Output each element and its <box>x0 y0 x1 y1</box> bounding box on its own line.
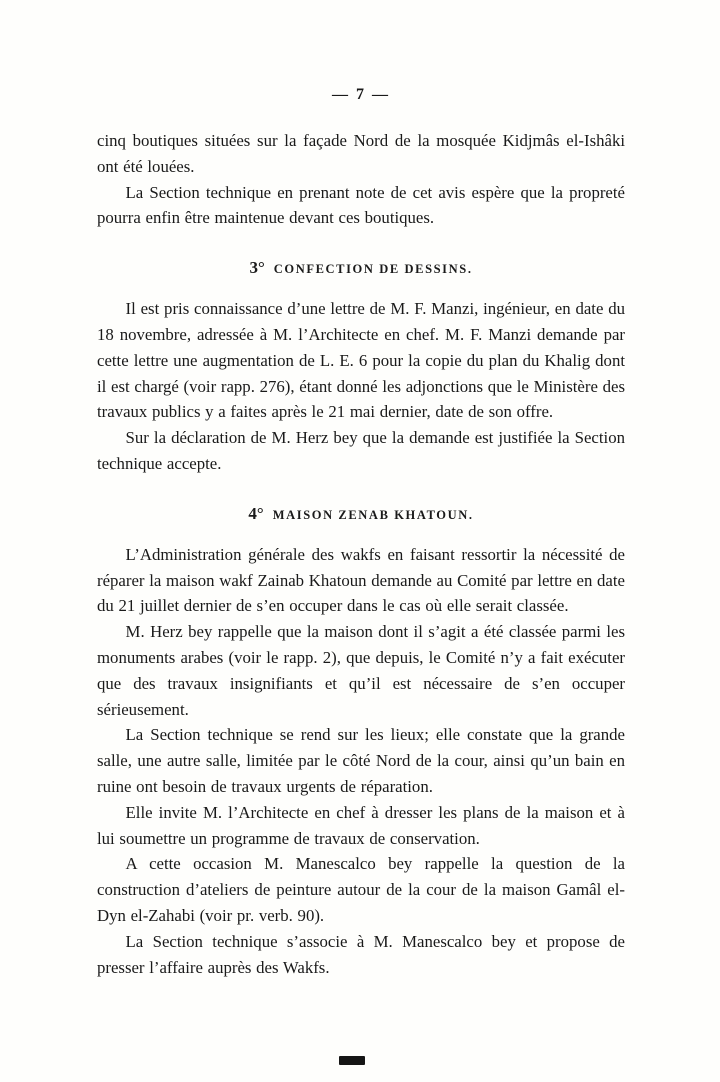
section-title: MAISON ZENAB KHATOUN. <box>272 507 474 522</box>
scan-artifact-mark <box>339 1056 365 1065</box>
section-title: CONFECTION DE DESSINS. <box>273 262 473 277</box>
page-number: — 7 — <box>332 86 390 103</box>
section-heading-confection-dessins <box>97 253 625 280</box>
paragraph-invite-architecte: Elle invite M. l’Architecte en chef à dresser les plans de la maison et à lui soumettre un programme de travaux de conservation. <box>97 802 625 848</box>
section-number: 4° <box>248 503 264 523</box>
paragraph-section-associe: La Section technique s’associe à M. Manescalco bey et propose de presser l’affaire auprès des Wakfs. <box>97 931 625 977</box>
paragraph-herz-rappelle: M. Herz bey rappelle que la maison dont il s’agit a été classée parmi les monuments arabes (voir le rapp. 2), que depuis, le Comité n’y a fait exécuter que des travaux insignifiants et qu’il est nécessaire de s’en occuper sérieusement. <box>97 622 625 719</box>
paragraph-manescalco-ateliers: A cette occasion M. Manescalco bey rappelle la question de la construction d’ateliers de peinture autour de la cour de la maison Gamâl el-Dyn el-Zahabi (voir pr. verb. 90). <box>97 854 625 925</box>
paragraph-section-technique-avis: La Section technique en prenant note de cet avis espère que la propreté pourra enfin être maintenue devant ces boutiques. <box>97 182 625 228</box>
paragraph-lettre-manzi: Il est pris connaissance d’une lettre de M. F. Manzi, ingénieur, en date du 18 novembre, adressée à M. l’Architecte en chef. M. F. Manzi demande par cette lettre une augmentation de L. E. 6 pour la copie du plan du Khalig dont il est chargé (voir rapp. 276), étant donné les adjonctions que le Ministère des travaux publics y a faites après le 21 mai dernier, date de son offre. <box>97 299 625 422</box>
section-number: 3° <box>249 258 265 278</box>
paragraph-boutiques-continuation: cinq boutiques situées sur la façade Nord de la mosquée Kidjmâs el-Ishâki ont été louées. <box>97 131 625 176</box>
paragraph-administration-wakfs: L’Administration générale des wakfs en faisant ressortir la nécessité de réparer la maison wakf Zainab Khatoun demande au Comité par lettre en date du 21 juillet dernier de s’en occuper dans le cas où elle serait classée. <box>97 544 625 616</box>
paragraph-section-se-rend: La Section technique se rend sur les lieux; elle constate que la grande salle, une autre salle, limitée par le côté Nord de la cour, ainsi qu’un bain en ruine ont besoin de travaux urgents de réparation. <box>97 725 625 796</box>
paragraph-declaration-herz: Sur la déclaration de M. Herz bey que la demande est justifiée la Section technique accepte. <box>97 428 625 473</box>
section-heading-maison-zenab-khatoun <box>97 499 625 526</box>
